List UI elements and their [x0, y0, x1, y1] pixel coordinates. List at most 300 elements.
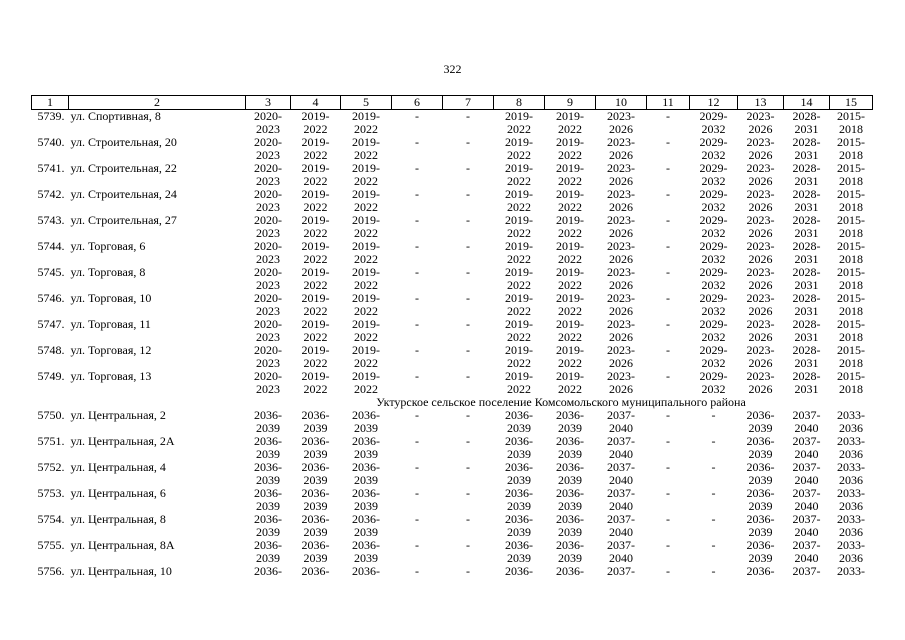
cell-c3: 2036- 2039 [254, 539, 282, 565]
cell-c10: 2023- 2026 [607, 344, 635, 370]
cell-c14: 2028- 2031 [792, 240, 821, 266]
cell-c15: 2015- 2018 [837, 292, 865, 318]
cell-c3: 2036- [254, 565, 282, 578]
cell-c7: - [466, 109, 470, 123]
table-row [32, 318, 873, 344]
cell-c15: 2015- 2018 [837, 318, 865, 344]
cell-c13: 2023- 2026 [746, 162, 775, 188]
cell-c12: - [711, 409, 716, 422]
cell-c7: - [466, 539, 470, 552]
cell-c10: 2037- 2040 [607, 539, 635, 565]
cell-c13: 2036- 2039 [746, 461, 775, 487]
cell-c12: 2029- 2032 [699, 136, 728, 162]
cell-c10: 2037- [607, 565, 635, 578]
cell-c7: - [466, 565, 470, 578]
cell-c7: - [466, 292, 470, 305]
cell-c14: 2028- 2031 [792, 136, 821, 162]
cell-c9: 2019- 2022 [556, 162, 584, 188]
cell-c15: 2033- [837, 565, 865, 578]
cell-c4: 2019- 2022 [301, 214, 330, 240]
cell-c9: 2019- 2022 [556, 266, 584, 292]
header-cell: 10 [596, 96, 647, 110]
cell-c11: - [666, 136, 670, 149]
cell-c4: 2036- 2039 [301, 539, 330, 565]
cell-c9: 2019- 2022 [556, 292, 584, 318]
cell-c15: 2033- 2036 [837, 435, 865, 461]
cell-c3: 2036- 2039 [254, 435, 282, 461]
cell-c3: 2020- 2023 [254, 188, 282, 214]
cell-c9: 2019- 2022 [556, 370, 584, 396]
cell-c14: 2028- 2031 [792, 370, 821, 396]
cell-c4: 2019- 2022 [301, 240, 330, 266]
cell-c9: 2036- 2039 [556, 539, 584, 565]
table-row [32, 188, 873, 214]
cell-c9: 2036- 2039 [556, 461, 584, 487]
cell-c14: 2028- 2031 [792, 292, 821, 318]
cell-c4: 2019- 2022 [301, 292, 330, 318]
data-table [31, 95, 873, 578]
cell-c15: 2015- 2018 [837, 162, 865, 188]
cell-c13: 2036- 2039 [746, 435, 775, 461]
header-cell: 4 [291, 96, 341, 110]
cell-c8: 2036- 2039 [505, 461, 533, 487]
table-row [32, 162, 873, 188]
cell-c13: 2036- 2039 [746, 409, 775, 435]
cell-c14: 2037- 2040 [792, 487, 821, 513]
cell-c5: 2019- 2022 [352, 344, 380, 370]
row-number: 5747. [37, 318, 65, 331]
table-row [32, 539, 873, 565]
cell-c10: 2023- 2026 [607, 136, 635, 162]
cell-c6: - [415, 318, 419, 331]
row-address: ул. Торговая, 11 [70, 318, 151, 331]
cell-c3: 2020- 2023 [254, 266, 282, 292]
header-cell: 3 [246, 96, 291, 110]
cell-c3: 2036- 2039 [254, 461, 282, 487]
cell-c12: 2029- 2032 [699, 318, 728, 344]
cell-c8: 2036- 2039 [505, 435, 533, 461]
row-address: ул. Строительная, 27 [70, 214, 177, 227]
cell-c12: 2029- 2032 [699, 292, 728, 318]
cell-c11: - [666, 292, 670, 305]
cell-c11: - [666, 240, 670, 253]
cell-c13: 2036- 2039 [746, 513, 775, 539]
cell-c6: - [415, 214, 419, 227]
cell-c13: 2023- 2026 [746, 292, 775, 318]
cell-c14: 2037- 2040 [792, 435, 821, 461]
cell-c14: 2028- 2031 [792, 344, 821, 370]
row-address: ул. Торговая, 6 [70, 240, 146, 253]
row-address: ул. Торговая, 8 [70, 266, 146, 279]
cell-c3: 2020- 2023 [254, 370, 282, 396]
row-number: 5754. [37, 513, 65, 526]
cell-c11: - [666, 435, 670, 448]
cell-c6: - [415, 136, 419, 149]
cell-c11: - [666, 344, 670, 357]
cell-c6: - [415, 266, 419, 279]
row-number: 5755. [37, 539, 65, 552]
table-row [32, 487, 873, 513]
cell-c3: 2020- 2023 [254, 214, 282, 240]
header-cell: 2 [69, 96, 246, 110]
cell-c15: 2015- 2018 [837, 344, 865, 370]
cell-c4: 2036- [301, 565, 330, 578]
cell-c10: 2023- 2026 [607, 162, 635, 188]
cell-c11: - [666, 318, 670, 331]
cell-c15: 2033- 2036 [837, 539, 865, 565]
cell-c8: 2019- 2022 [505, 214, 533, 240]
cell-c13: 2036- 2039 [746, 487, 775, 513]
cell-c8: 2019- 2022 [505, 344, 533, 370]
header-cell: 9 [545, 96, 596, 110]
cell-c8: 2019- 2022 [505, 292, 533, 318]
cell-c9: 2019- 2022 [556, 214, 584, 240]
cell-c7: - [466, 487, 470, 500]
cell-c5: 2036- 2039 [352, 539, 380, 565]
cell-c8: 2036- 2039 [505, 409, 533, 435]
cell-c6: - [415, 109, 419, 123]
cell-c11: - [666, 409, 670, 422]
cell-c14: 2037- [792, 565, 821, 578]
cell-c7: - [466, 409, 470, 422]
table-row [32, 214, 873, 240]
row-number: 5744. [37, 240, 65, 253]
cell-c3: 2020- 2023 [254, 109, 282, 136]
cell-c4: 2036- 2039 [301, 409, 330, 435]
cell-c7: - [466, 344, 470, 357]
cell-c13: 2023- 2026 [746, 370, 775, 396]
cell-c13: 2036- 2039 [746, 539, 775, 565]
cell-c4: 2019- 2022 [301, 370, 330, 396]
cell-c5: 2036- 2039 [352, 487, 380, 513]
cell-c7: - [466, 266, 470, 279]
cell-c3: 2020- 2023 [254, 344, 282, 370]
cell-c6: - [415, 344, 419, 357]
header-cell: 15 [830, 96, 873, 110]
cell-c12: 2029- 2032 [699, 162, 728, 188]
cell-c9: 2036- 2039 [556, 513, 584, 539]
cell-c15: 2015- 2018 [837, 214, 865, 240]
cell-c10: 2037- 2040 [607, 409, 635, 435]
table-row [32, 266, 873, 292]
cell-c9: 2019- 2022 [556, 188, 584, 214]
cell-c8: 2019- 2022 [505, 109, 533, 136]
header-cell: 7 [443, 96, 494, 110]
cell-c15: 2033- 2036 [837, 409, 865, 435]
table-row [32, 435, 873, 461]
cell-c5: 2019- 2022 [352, 318, 380, 344]
row-address: ул. Центральная, 10 [70, 565, 172, 578]
cell-c11: - [666, 513, 670, 526]
table-row [32, 136, 873, 162]
cell-c8: 2036- 2039 [505, 539, 533, 565]
row-number: 5750. [37, 409, 65, 422]
cell-c5: 2036- [352, 565, 380, 578]
cell-c8: 2019- 2022 [505, 266, 533, 292]
row-number: 5751. [37, 435, 65, 448]
cell-c3: 2020- 2023 [254, 292, 282, 318]
row-address: ул. Торговая, 13 [70, 370, 152, 383]
cell-c8: 2019- 2022 [505, 240, 533, 266]
cell-c14: 2028- 2031 [792, 188, 821, 214]
row-address: ул. Строительная, 22 [70, 162, 177, 175]
table-row [32, 409, 873, 435]
cell-c3: 2020- 2023 [254, 240, 282, 266]
cell-c5: 2036- 2039 [352, 461, 380, 487]
cell-c5: 2019- 2022 [352, 214, 380, 240]
cell-c15: 2033- 2036 [837, 487, 865, 513]
cell-c10: 2023- 2026 [607, 266, 635, 292]
cell-c10: 2023- 2026 [607, 188, 635, 214]
cell-c5: 2036- 2039 [352, 409, 380, 435]
cell-c6: - [415, 292, 419, 305]
cell-c6: - [415, 487, 419, 500]
cell-c14: 2028- 2031 [792, 109, 821, 136]
cell-c10: 2023- 2026 [607, 318, 635, 344]
cell-c5: 2019- 2022 [352, 188, 380, 214]
cell-c13: 2023- 2026 [746, 188, 775, 214]
cell-c12: 2029- 2032 [699, 266, 728, 292]
cell-c9: 2036- 2039 [556, 487, 584, 513]
row-address: ул. Строительная, 20 [70, 136, 177, 149]
table-row [32, 110, 873, 137]
cell-c14: 2028- 2031 [792, 266, 821, 292]
cell-c5: 2019- 2022 [352, 240, 380, 266]
table-row [32, 565, 873, 578]
cell-c4: 2036- 2039 [301, 435, 330, 461]
cell-c12: 2029- 2032 [699, 344, 728, 370]
cell-c10: 2023- 2026 [607, 109, 635, 136]
row-number: 5741. [37, 162, 65, 175]
cell-c8: 2019- 2022 [505, 188, 533, 214]
cell-c8: 2019- 2022 [505, 136, 533, 162]
row-number: 5739. [37, 109, 65, 123]
table-row [32, 370, 873, 396]
cell-c3: 2036- 2039 [254, 409, 282, 435]
cell-c12: - [711, 435, 716, 448]
cell-c6: - [415, 513, 419, 526]
cell-c13: 2023- 2026 [746, 266, 775, 292]
cell-c14: 2028- 2031 [792, 318, 821, 344]
cell-c9: 2019- 2022 [556, 318, 584, 344]
cell-c15: 2033- 2036 [837, 461, 865, 487]
cell-c9: 2036- 2039 [556, 409, 584, 435]
row-number: 5752. [37, 461, 65, 474]
cell-c13: 2023- 2026 [746, 240, 775, 266]
cell-c12: 2029- 2032 [699, 240, 728, 266]
cell-c4: 2019- 2022 [301, 318, 330, 344]
cell-c13: 2023- 2026 [746, 214, 775, 240]
cell-c14: 2028- 2031 [792, 162, 821, 188]
row-address: ул. Центральная, 6 [70, 487, 166, 500]
cell-c6: - [415, 539, 419, 552]
header-cell: 8 [494, 96, 545, 110]
row-number: 5748. [37, 344, 65, 357]
cell-c6: - [415, 435, 419, 448]
cell-c14: 2028- 2031 [792, 214, 821, 240]
header-cell: 12 [690, 96, 738, 110]
cell-c15: 2015- 2018 [837, 188, 865, 214]
cell-c4: 2019- 2022 [301, 188, 330, 214]
cell-c10: 2023- 2026 [607, 214, 635, 240]
cell-c6: - [415, 370, 419, 383]
cell-c10: 2023- 2026 [607, 240, 635, 266]
cell-c9: 2036- [556, 565, 584, 578]
cell-c6: - [415, 461, 419, 474]
cell-c7: - [466, 188, 470, 201]
cell-c5: 2019- 2022 [352, 370, 380, 396]
cell-c11: - [666, 487, 670, 500]
cell-c9: 2019- 2022 [556, 344, 584, 370]
cell-c12: - [711, 461, 716, 474]
header-cell: 13 [738, 96, 784, 110]
cell-c11: - [666, 162, 670, 175]
cell-c11: - [666, 266, 670, 279]
cell-c15: 2015- 2018 [837, 109, 865, 136]
page-number: 322 [443, 62, 462, 76]
header-cell: 14 [784, 96, 830, 110]
cell-c12: 2029- 2032 [699, 370, 728, 396]
table-row [32, 240, 873, 266]
cell-c4: 2019- 2022 [301, 109, 330, 136]
cell-c15: 2015- 2018 [837, 136, 865, 162]
header-cell: 11 [647, 96, 690, 110]
cell-c12: - [711, 539, 716, 552]
row-address: ул. Центральная, 8А [70, 539, 175, 552]
header-row [32, 96, 873, 110]
cell-c12: 2029- 2032 [699, 188, 728, 214]
cell-c14: 2037- 2040 [792, 409, 821, 435]
cell-c9: 2019- 2022 [556, 136, 584, 162]
cell-c4: 2019- 2022 [301, 162, 330, 188]
row-address: ул. Торговая, 10 [70, 292, 152, 305]
cell-c11: - [666, 565, 670, 578]
row-number: 5746. [37, 292, 65, 305]
row-address: ул. Центральная, 4 [70, 461, 166, 474]
cell-c7: - [466, 214, 470, 227]
section-title: Уктурское сельское поселение Комсомольского муниципального района [376, 396, 746, 409]
cell-c5: 2019- 2022 [352, 292, 380, 318]
row-number: 5749. [37, 370, 65, 383]
cell-c11: - [666, 188, 670, 201]
cell-c10: 2037- 2040 [607, 487, 635, 513]
cell-c14: 2037- 2040 [792, 539, 821, 565]
cell-c10: 2037- 2040 [607, 513, 635, 539]
cell-c13: 2023- 2026 [746, 318, 775, 344]
cell-c10: 2037- 2040 [607, 461, 635, 487]
cell-c11: - [666, 109, 670, 123]
cell-c14: 2037- 2040 [792, 461, 821, 487]
cell-c7: - [466, 136, 470, 149]
cell-c7: - [466, 370, 470, 383]
row-address: ул. Центральная, 2А [70, 435, 175, 448]
cell-c7: - [466, 435, 470, 448]
cell-c11: - [666, 461, 670, 474]
cell-c11: - [666, 214, 670, 227]
row-address: ул. Торговая, 12 [70, 344, 152, 357]
cell-c6: - [415, 565, 419, 578]
cell-c3: 2020- 2023 [254, 162, 282, 188]
cell-c7: - [466, 240, 470, 253]
header-cell: 1 [32, 96, 69, 110]
cell-c11: - [666, 539, 670, 552]
cell-c8: 2019- 2022 [505, 162, 533, 188]
cell-c6: - [415, 162, 419, 175]
cell-c4: 2019- 2022 [301, 344, 330, 370]
cell-c6: - [415, 240, 419, 253]
cell-c12: 2029- 2032 [699, 214, 728, 240]
row-number: 5753. [37, 487, 65, 500]
cell-c6: - [415, 188, 419, 201]
cell-c13: 2023- 2026 [746, 344, 775, 370]
table-row [32, 292, 873, 318]
cell-c3: 2036- 2039 [254, 513, 282, 539]
cell-c9: 2019- 2022 [556, 240, 584, 266]
cell-c10: 2023- 2026 [607, 292, 635, 318]
cell-c12: - [711, 513, 716, 526]
cell-c12: - [711, 565, 716, 578]
cell-c10: 2037- 2040 [607, 435, 635, 461]
cell-c14: 2037- 2040 [792, 513, 821, 539]
cell-c15: 2015- 2018 [837, 370, 865, 396]
cell-c10: 2023- 2026 [607, 370, 635, 396]
cell-c4: 2036- 2039 [301, 487, 330, 513]
cell-c15: 2015- 2018 [837, 266, 865, 292]
row-address: ул. Строительная, 24 [70, 188, 177, 201]
cell-c4: 2019- 2022 [301, 136, 330, 162]
cell-c4: 2036- 2039 [301, 513, 330, 539]
row-number: 5745. [37, 266, 65, 279]
table-row [32, 344, 873, 370]
cell-c8: 2036- 2039 [505, 487, 533, 513]
cell-c12: - [711, 487, 716, 500]
table-row [32, 461, 873, 487]
cell-c5: 2036- 2039 [352, 513, 380, 539]
cell-c8: 2019- 2022 [505, 370, 533, 396]
cell-c13: 2036- [746, 565, 775, 578]
header-cell: 5 [341, 96, 392, 110]
cell-c7: - [466, 513, 470, 526]
cell-c15: 2033- 2036 [837, 513, 865, 539]
section-row [32, 396, 873, 409]
cell-c7: - [466, 318, 470, 331]
row-number: 5742. [37, 188, 65, 201]
row-address: ул. Центральная, 2 [70, 409, 166, 422]
cell-c3: 2036- 2039 [254, 487, 282, 513]
cell-c5: 2036- 2039 [352, 435, 380, 461]
cell-c7: - [466, 162, 470, 175]
cell-c7: - [466, 461, 470, 474]
row-number: 5743. [37, 214, 65, 227]
row-address: ул. Спортивная, 8 [70, 109, 161, 123]
cell-c8: 2036- [505, 565, 533, 578]
cell-c15: 2015- 2018 [837, 240, 865, 266]
cell-c11: - [666, 370, 670, 383]
cell-c8: 2036- 2039 [505, 513, 533, 539]
cell-c5: 2019- 2022 [352, 162, 380, 188]
cell-c5: 2019- 2022 [352, 266, 380, 292]
cell-c9: 2019- 2022 [556, 109, 584, 136]
cell-c12: 2029- 2032 [699, 109, 728, 136]
cell-c13: 2023- 2026 [746, 136, 775, 162]
cell-c3: 2020- 2023 [254, 136, 282, 162]
section-spacer [32, 396, 246, 409]
cell-c13: 2023- 2026 [746, 109, 775, 136]
cell-c8: 2019- 2022 [505, 318, 533, 344]
cell-c4: 2019- 2022 [301, 266, 330, 292]
row-address: ул. Центральная, 8 [70, 513, 166, 526]
cell-c5: 2019- 2022 [352, 136, 380, 162]
